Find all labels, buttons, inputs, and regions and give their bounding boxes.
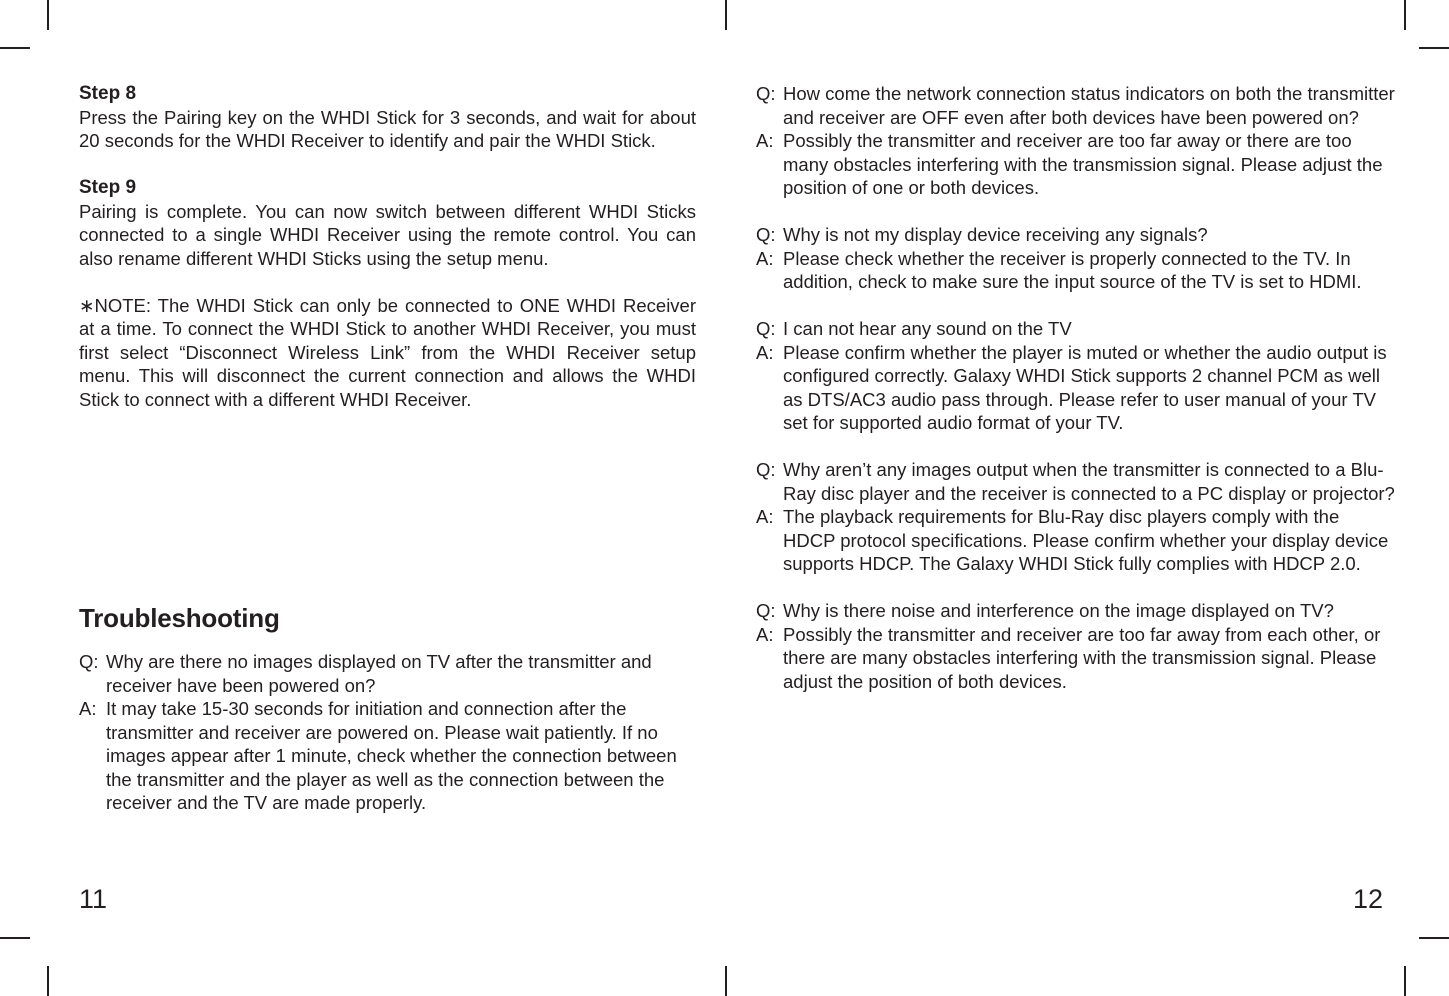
note-text: ∗NOTE: The WHDI Stick can only be connected to ONE WHDI Receiver at a time. To connect the WHDI Stick to another WHDI Receiver, you must first select “Disconnect Wireless Link” from the WHDI Receiver setup menu. This will disconnect the current connection and allows the WHDI Stick to connect with a different WHDI Receiver.	[79, 294, 696, 410]
answer	[756, 623, 1396, 694]
answer-tag: A:	[756, 341, 774, 363]
crop-mark	[1404, 966, 1406, 996]
answer	[756, 341, 1396, 435]
page-number-right: 12	[1353, 884, 1384, 914]
answer	[756, 247, 1396, 294]
step-8-title: Step 8	[79, 83, 137, 104]
question	[756, 317, 1396, 341]
question-text: Why aren’t any images output when the transmitter is connected to a Blu-Ray disc player and the receiver is connected to a PC display or projector?	[783, 459, 1395, 504]
crop-mark	[0, 47, 30, 49]
crop-mark	[725, 966, 727, 996]
question-text: Why are there no images displayed on TV after the transmitter and receiver have been powered on?	[106, 651, 652, 696]
answer-tag: A:	[756, 506, 774, 527]
question	[756, 223, 1396, 247]
answer-text: Possibly the transmitter and receiver are too far away or there are too many obstacles interfering with the transmission signal. Please adjust the position of one or both devices.	[783, 130, 1383, 198]
question-tag: Q:	[756, 318, 776, 339]
left-page-column	[79, 82, 696, 411]
left-qa-list	[79, 650, 696, 815]
right-page-column	[756, 82, 1396, 693]
answer-text: Possibly the transmitter and receiver are too far away from each other, or there are many obstacles interfering with the transmission signal. Please adjust the position of both devices.	[783, 623, 1381, 692]
answer-text: The playback requirements for Blu-Ray disc players comply with the HDCP protocol specifications. Please confirm whether your display device supports HDCP. The Galaxy WHDI Stick fully complies with HDCP 2.0.	[783, 506, 1389, 574]
crop-mark	[47, 966, 49, 996]
question-tag: Q:	[756, 224, 776, 245]
page-number-left: 11	[79, 884, 108, 914]
question-tag: Q:	[756, 83, 776, 104]
question	[756, 599, 1396, 623]
crop-mark	[1419, 937, 1449, 939]
crop-mark	[725, 0, 727, 30]
answer-tag: A:	[756, 247, 774, 269]
answer	[756, 505, 1396, 576]
step-8-text: Press the Pairing key on the WHDI Stick for 3 seconds, and wait for about 20 seconds for the WHDI Receiver to identify and pair the WHDI Stick.	[79, 106, 696, 151]
answer-text: It may take 15-30 seconds for initiation and connection after the transmitter and receiver are powered on. Please wait patiently. If no images appear after 1 minute, check whether the connection between the transmitter and the player as well as the connection between the receiver and the TV are made properly.	[106, 698, 677, 813]
crop-mark	[0, 937, 30, 939]
question	[79, 650, 696, 697]
crop-mark	[1419, 47, 1449, 49]
answer-text: Please confirm whether the player is muted or whether the audio output is configured correctly. Galaxy WHDI Stick supports 2 channel PCM as well as DTS/AC3 audio pass through. Please refer to user manual of your TV set for supported audio format of your TV.	[783, 341, 1387, 433]
answer	[756, 129, 1396, 200]
question-tag: Q:	[756, 459, 776, 480]
question	[756, 82, 1396, 129]
step-9-text: Pairing is complete. You can now switch between different WHDI Sticks connected to a single WHDI Receiver using the remote control. You can also rename different WHDI Sticks using the setup menu.	[79, 200, 696, 269]
question-tag: Q:	[756, 600, 776, 621]
question-text: Why is there noise and interference on the image displayed on TV?	[783, 600, 1334, 621]
question-text: How come the network connection status indicators on both the transmitter and receiver are OFF even after both devices have been powered on?	[783, 83, 1395, 128]
question-text: I can not hear any sound on the TV	[783, 318, 1072, 339]
answer-tag: A:	[79, 698, 97, 719]
crop-mark	[47, 0, 49, 30]
troubleshooting-heading: Troubleshooting	[79, 603, 280, 633]
question	[756, 458, 1396, 505]
crop-mark	[1404, 0, 1406, 30]
answer-tag: A:	[756, 130, 774, 151]
answer	[79, 697, 696, 815]
step-9-title: Step 9	[79, 177, 137, 198]
question-tag: Q:	[79, 651, 99, 672]
answer-tag: A:	[756, 623, 774, 645]
answer-text: Please check whether the receiver is properly connected to the TV. In addition, check to make sure the input source of the TV is set to HDMI.	[783, 247, 1362, 292]
question-text: Why is not my display device receiving any signals?	[783, 224, 1208, 245]
